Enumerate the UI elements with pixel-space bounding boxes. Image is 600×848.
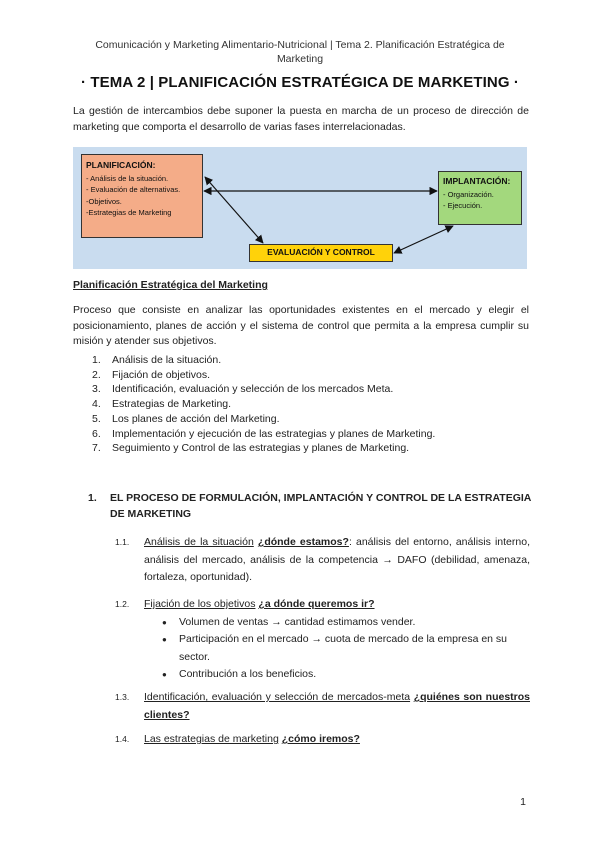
subsection-number: 1.3. xyxy=(115,692,130,702)
subsection-question: ¿a dónde queremos ir? xyxy=(258,598,375,610)
running-header xyxy=(60,38,540,66)
list-text: Los planes de acción del Marketing. xyxy=(112,412,280,425)
page-number: 1 xyxy=(520,796,526,808)
subsection-label: Identificación, evaluación y selección de mercados-meta xyxy=(144,691,411,703)
subsection-1-1 xyxy=(115,534,530,587)
intro-paragraph: La gestión de intercambios debe suponer la puesta en marcha de un proceso de dirección de marketing que comporta el desarrollo de varias fases interrelacionadas. xyxy=(73,105,529,133)
planning-item: - Evaluación de alternativas. xyxy=(86,185,181,195)
header-line-1: Comunicación y Marketing Alimentario-Nutricional | Tema 2. Planificación Estratégica de xyxy=(95,39,505,51)
subsection-label: Las estrategias de marketing xyxy=(144,733,279,745)
planning-item: - Análisis de la situación. xyxy=(86,174,169,184)
list-number: 5. xyxy=(92,412,101,425)
implementation-box xyxy=(438,171,522,225)
definition-paragraph: Proceso que consiste en analizar las oportunidades existentes en el mercado y elegir el posicionamiento, planes de acción y el sistema de control que permita a la empresa cumplir su misión y atender sus objetivos. xyxy=(73,304,529,347)
section-1-heading xyxy=(88,491,538,522)
list-item xyxy=(92,441,435,456)
planning-item: -Estrategias de Marketing xyxy=(86,207,172,217)
subsection-question: ¿cómo iremos? xyxy=(281,733,360,745)
section-title: EL PROCESO DE FORMULACIÓN, IMPLANTACIÓN Y CONTROL DE LA ESTRATEGIA DE MARKETING xyxy=(110,492,531,520)
list-text: Implementación y ejecución de las estrategias y planes de Marketing. xyxy=(112,427,436,440)
list-item: ● Participación en el mercado → cuota de mercado de la empresa en su sector. xyxy=(144,631,530,666)
list-text: Seguimiento y Control de las estrategias y planes de Marketing. xyxy=(112,442,410,455)
subsection-question: ¿quiénes son nuestros clientes? xyxy=(144,691,530,721)
list-item: ● Contribución a los beneficios. xyxy=(144,666,530,684)
implementation-title: IMPLANTACIÓN: xyxy=(443,176,511,186)
evaluation-box: EVALUACIÓN Y CONTROL xyxy=(249,244,393,262)
section-heading-strategic-planning: Planificación Estratégica del Marketing xyxy=(73,279,268,291)
implementation-item: - Organización. xyxy=(443,190,494,200)
list-item xyxy=(92,412,435,427)
subsection-label: Análisis de la situación xyxy=(144,536,254,548)
steps-list xyxy=(92,353,435,456)
subsection-1-3 xyxy=(115,689,530,724)
list-number: 3. xyxy=(92,383,101,396)
planning-item: -Objetivos. xyxy=(86,196,122,206)
list-item xyxy=(92,382,435,397)
implementation-item: - Ejecución. xyxy=(443,201,483,211)
page-title: · TEMA 2 | PLANIFICACIÓN ESTRATÉGICA DE MARKETING · xyxy=(81,74,519,91)
list-number: 4. xyxy=(92,398,101,411)
list-item xyxy=(92,397,435,412)
section-number: 1. xyxy=(88,492,97,504)
planning-to-evaluation-arrow xyxy=(205,177,263,243)
list-number: 7. xyxy=(92,442,101,455)
list-item xyxy=(92,368,435,383)
implementation-to-evaluation-arrow xyxy=(394,226,453,253)
list-item: ● Volumen de ventas → cantidad estimamos vender. xyxy=(144,614,530,632)
subsection-number: 1.1. xyxy=(115,537,130,547)
list-text: Análisis de la situación. xyxy=(112,354,222,366)
subsection-label: Fijación de los objetivos xyxy=(144,598,256,610)
planning-title: PLANIFICACIÓN: xyxy=(86,160,156,170)
subsection-1-4 xyxy=(115,731,530,749)
objectives-bullet-list xyxy=(144,614,530,684)
list-number: 6. xyxy=(92,427,101,440)
list-number: 2. xyxy=(92,368,101,381)
planning-box xyxy=(81,154,203,238)
subsection-number: 1.4. xyxy=(115,734,130,744)
list-text: Fijación de objetivos. xyxy=(112,368,211,381)
subsection-number: 1.2. xyxy=(115,599,130,609)
subsection-1-2 xyxy=(115,596,530,684)
list-text: Estrategias de Marketing. xyxy=(112,398,232,411)
header-line-2: Marketing xyxy=(276,53,324,65)
list-item xyxy=(92,353,435,368)
list-item xyxy=(92,427,435,442)
subsection-question: ¿dónde estamos? xyxy=(257,536,349,548)
process-diagram xyxy=(73,147,527,269)
list-number: 1. xyxy=(92,354,101,366)
subsection-text: : análisis del entorno, análisis interno, análisis del mercado, análisis de la competencia → DAFO (debilidad, amenaza, fortaleza, oportunidad). xyxy=(144,536,530,583)
list-text: Identificación, evaluación y selección de los mercados Meta. xyxy=(112,383,394,396)
